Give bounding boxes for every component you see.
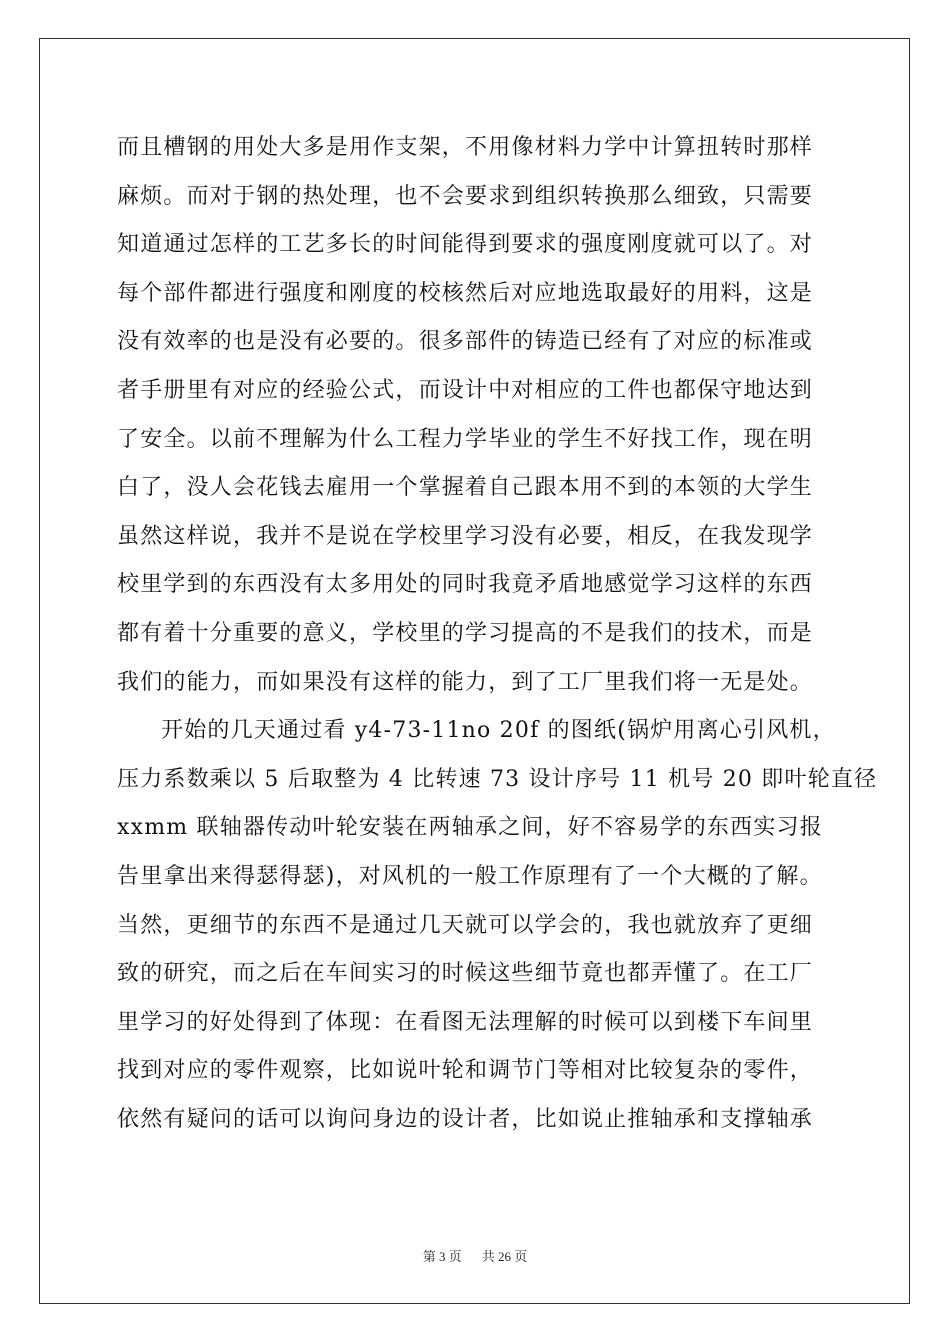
body-text xyxy=(117,124,878,1144)
text-line: 麻烦。而对于钢的热处理，也不会要求到组织转换那么细致，只需要 xyxy=(117,183,814,209)
text-line: 依然有疑问的话可以询问身边的设计者，比如说止推轴承和支撑轴承 xyxy=(117,1106,814,1132)
text-line: xxmm 联轴器传动叶轮安装在两轴承之间，好不容易学的东西实习报 xyxy=(117,815,823,841)
text-line: 每个部件都进行强度和刚度的校核然后对应地选取最好的用料，这是 xyxy=(117,280,814,306)
text-line: 者手册里有对应的经验公式，而设计中对相应的工件也都保守地达到 xyxy=(117,377,814,403)
text-line: 而且槽钢的用处大多是用作支架，不用像材料力学中计算扭转时那样 xyxy=(117,135,814,160)
text-line: 校里学到的东西没有太多用处的同时我竟矛盾地感觉学习这样的东西 xyxy=(117,572,814,598)
text-line: 告里拿出来得瑟得瑟)，对风机的一般工作原理有了一个大概的了解。 xyxy=(117,863,823,889)
paragraph-start-line: 开始的几天通过看 y4-73-11no 20f 的图纸(锅炉用离心引风机， xyxy=(161,718,836,744)
text-line: 知道通过怎样的工艺多长的时间能得到要求的强度刚度就可以了。对 xyxy=(117,232,814,258)
page-total: 共 26 页 xyxy=(481,1249,528,1264)
page-footer xyxy=(0,1246,950,1265)
text-line: 里学习的好处得到了体现：在看图无法理解的时候可以到楼下车间里 xyxy=(117,1009,814,1035)
text-line: 虽然这样说，我并不是说在学校里学习没有必要，相反，在我发现学 xyxy=(117,523,814,549)
text-line: 压力系数乘以 5 后取整为 4 比转速 73 设计序号 11 机号 20 即叶轮直径 xyxy=(117,766,878,792)
text-line: 白了，没人会花钱去雇用一个掌握着自己跟本用不到的本领的大学生 xyxy=(117,475,814,501)
text-line: 都有着十分重要的意义，学校里的学习提高的不是我们的技术，而是 xyxy=(117,620,814,646)
page-number: 第 3 页 xyxy=(422,1249,462,1264)
text-line: 找到对应的零件观察，比如说叶轮和调节门等相对比较复杂的零件， xyxy=(117,1058,814,1084)
text-line: 当然，更细节的东西不是通过几天就可以学会的，我也就放弃了更细 xyxy=(117,912,814,938)
text-line: 致的研究，而之后在车间实习的时候这些细节竟也都弄懂了。在工厂 xyxy=(117,961,814,987)
text-line: 了安全。以前不理解为什么工程力学毕业的学生不好找工作，现在明 xyxy=(117,426,814,452)
text-line: 我们的能力，而如果没有这样的能力，到了工厂里我们将一无是处。 xyxy=(117,669,814,695)
text-line: 没有效率的也是没有必要的。很多部件的铸造已经有了对应的标准或 xyxy=(117,329,814,355)
